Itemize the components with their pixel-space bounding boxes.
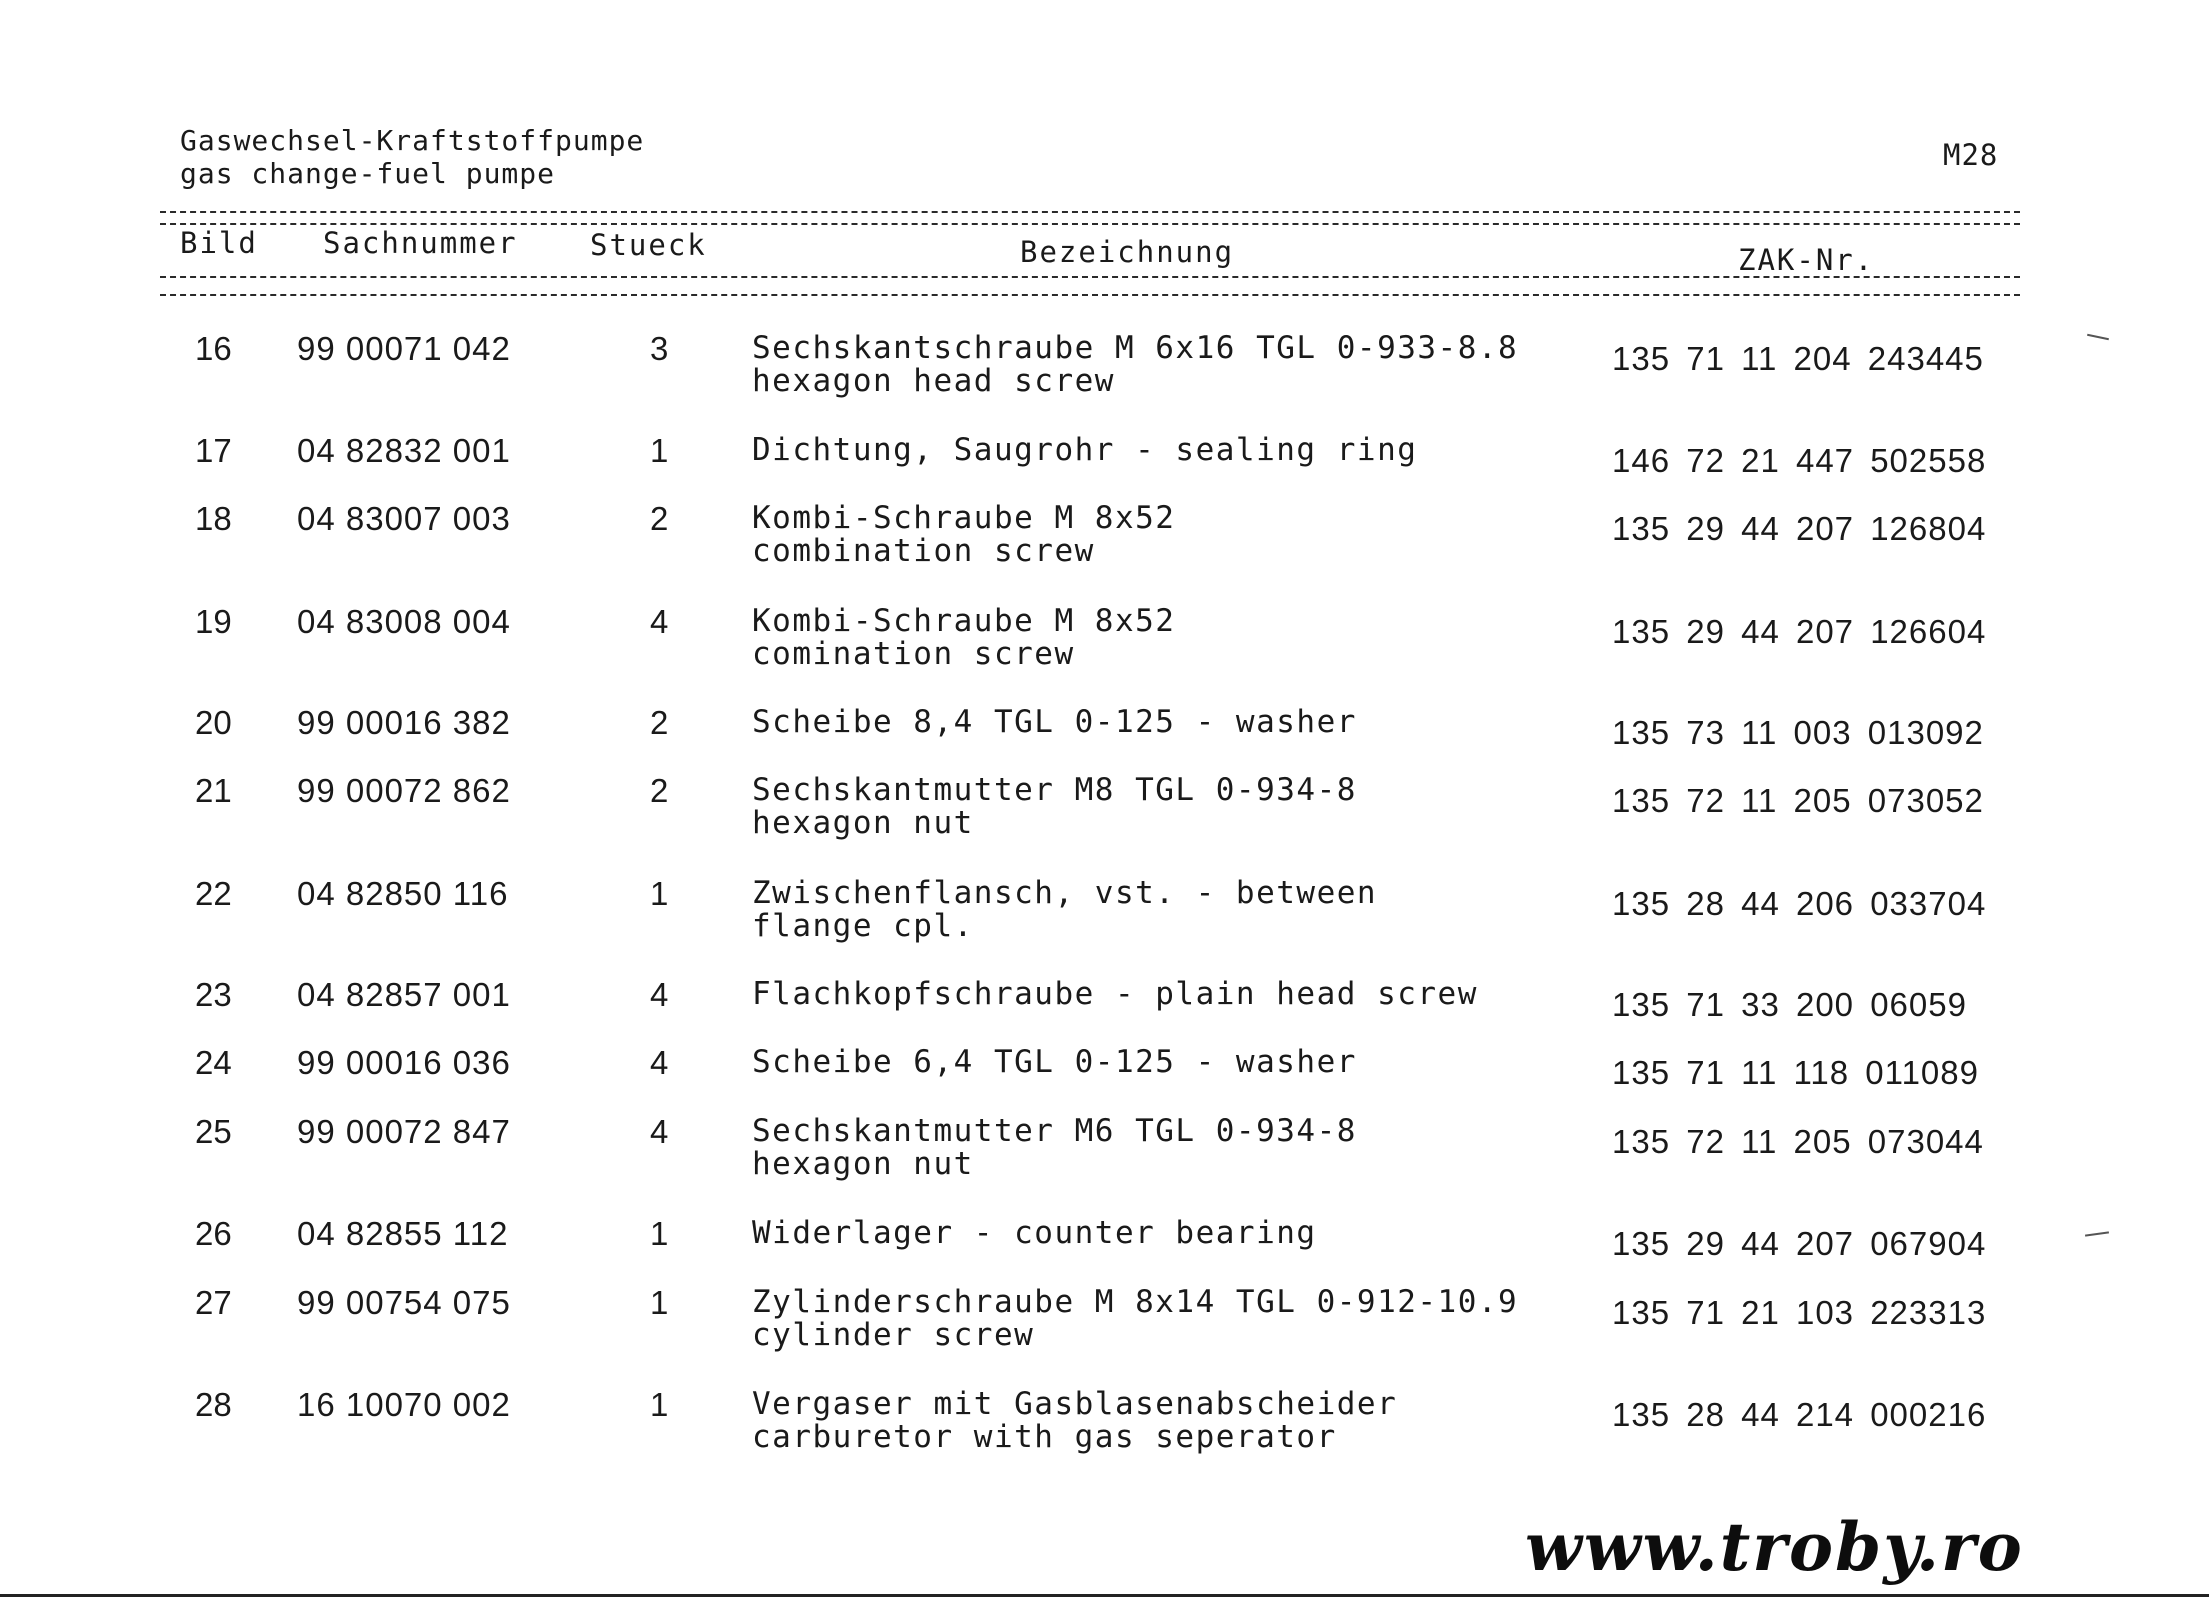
table-row [0,500,2209,570]
row-stueck: 2 [650,772,669,809]
row-bezeichnung-line1: Flachkopfschraube - plain head screw [752,976,1478,1012]
table-row [0,1215,2209,1285]
row-bezeichnung-line1: Scheibe 6,4 TGL 0-125 - washer [752,1044,1357,1080]
row-stueck: 4 [650,1044,669,1081]
row-bild: 16 [195,330,232,367]
header-top-rule [160,211,2020,213]
column-header-bild: Bild [180,226,258,260]
row-bezeichnung-line1: Scheibe 8,4 TGL 0-125 - washer [752,704,1357,740]
column-header-bezeichnung: Bezeichnung [1020,235,1235,269]
row-sachnummer: 04 82832 001 [297,432,511,469]
row-sachnummer: 99 00072 847 [297,1113,511,1150]
row-bezeichnung [752,1046,1357,1079]
row-bezeichnung-line1: Vergaser mit Gasblasenabscheider [752,1386,1398,1422]
row-zak-nr: 135 29 44 207 126804 [1612,510,1987,547]
row-bezeichnung-line1: Kombi-Schraube M 8x52 [752,603,1176,639]
row-bezeichnung-line1: Zwischenflansch, vst. - between [752,875,1378,911]
header-top-rule-2 [160,223,2020,225]
row-sachnummer: 04 82855 112 [297,1215,509,1252]
row-bezeichnung-line1: Sechskantmutter M6 TGL 0-934-8 [752,1113,1357,1149]
row-zak-nr: 135 71 11 204 243445 [1612,340,1984,377]
row-stueck: 4 [650,1113,669,1150]
row-stueck: 1 [650,1215,669,1252]
row-zak-nr: 135 71 21 103 223313 [1612,1294,1987,1331]
row-bezeichnung-line2: comination screw [752,636,1075,672]
row-bild: 23 [195,976,232,1013]
row-sachnummer: 04 83008 004 [297,603,511,640]
row-bild: 17 [195,432,232,469]
row-bezeichnung-line2: cylinder screw [752,1317,1035,1353]
row-zak-nr: 135 73 11 003 013092 [1612,714,1984,751]
row-zak-nr: 135 29 44 207 067904 [1612,1225,1987,1262]
row-zak-nr: 135 28 44 206 033704 [1612,885,1987,922]
row-sachnummer: 04 82857 001 [297,976,511,1013]
row-zak-nr: 135 71 33 200 06059 [1612,986,1967,1023]
row-bezeichnung-line1: Dichtung, Saugrohr - sealing ring [752,432,1418,468]
header-bottom-rule [160,276,2020,278]
row-bezeichnung-line1: Kombi-Schraube M 8x52 [752,500,1176,536]
row-bezeichnung-line2: combination screw [752,533,1095,569]
row-bezeichnung-line2: carburetor with gas seperator [752,1419,1337,1455]
row-bild: 20 [195,704,232,741]
row-bezeichnung [752,1388,1397,1454]
row-stueck: 4 [650,976,669,1013]
row-sachnummer: 99 00072 862 [297,772,511,809]
row-sachnummer: 99 00071 042 [297,330,511,367]
row-bezeichnung-line1: Zylinderschraube M 8x14 TGL 0-912-10.9 [752,1284,1519,1320]
column-header-zak: ZAK-Nr. [1738,243,1875,277]
row-bezeichnung-line2: hexagon nut [752,805,974,841]
row-bild: 26 [195,1215,232,1252]
row-bild: 24 [195,1044,232,1081]
column-header-sachnummer: Sachnummer [323,226,518,260]
table-row [0,603,2209,673]
row-sachnummer: 16 10070 002 [297,1386,511,1423]
row-bezeichnung [752,605,1175,671]
title-english: gas change-fuel pumpe [180,157,556,190]
header-bottom-rule-2 [160,294,2020,296]
table-row [0,976,2209,1046]
row-bezeichnung-line1: Sechskantschraube M 6x16 TGL 0-933-8.8 [752,330,1519,366]
row-bild: 19 [195,603,232,640]
row-stueck: 2 [650,704,669,741]
row-bezeichnung [752,706,1357,739]
watermark-logo: www.troby.ro [1525,1508,2024,1586]
document-title [180,124,644,190]
table-row [0,330,2209,400]
row-bezeichnung [752,774,1357,840]
page-bottom-edge [0,1594,2209,1597]
row-zak-nr: 146 72 21 447 502558 [1612,442,1987,479]
row-sachnummer: 04 82850 116 [297,875,509,912]
row-sachnummer: 99 00754 075 [297,1284,511,1321]
table-row [0,1386,2209,1456]
row-bezeichnung-line1: Widerlager - counter bearing [752,1215,1317,1251]
row-zak-nr: 135 72 11 205 073052 [1612,782,1984,819]
row-bezeichnung [752,1115,1357,1181]
row-sachnummer: 99 00016 036 [297,1044,511,1081]
table-row [0,1044,2209,1114]
row-zak-nr: 135 71 11 118 011089 [1612,1054,1979,1091]
page-code: M28 [1943,138,1999,172]
row-bild: 18 [195,500,232,537]
title-german: Gaswechsel-Kraftstoffpumpe [180,124,645,157]
row-zak-nr: 135 28 44 214 000216 [1612,1396,1987,1433]
row-bezeichnung [752,434,1417,467]
table-row [0,1284,2209,1354]
column-header-stueck: Stueck [590,228,707,262]
row-sachnummer: 99 00016 382 [297,704,511,741]
row-bezeichnung-line2: hexagon head screw [752,363,1115,399]
row-bezeichnung [752,332,1518,398]
row-stueck: 1 [650,875,669,912]
row-bezeichnung-line1: Sechskantmutter M8 TGL 0-934-8 [752,772,1357,808]
row-stueck: 2 [650,500,669,537]
row-bezeichnung [752,1286,1518,1352]
table-row [0,875,2209,945]
row-bezeichnung-line2: flange cpl. [752,908,974,944]
row-bezeichnung-line2: hexagon nut [752,1146,974,1182]
table-row [0,704,2209,774]
row-bezeichnung [752,502,1175,568]
row-stueck: 3 [650,330,669,367]
row-bezeichnung [752,978,1478,1011]
row-zak-nr: 135 29 44 207 126604 [1612,613,1987,650]
table-row [0,432,2209,502]
row-stueck: 1 [650,1284,669,1321]
row-bild: 21 [195,772,232,809]
table-row [0,1113,2209,1183]
row-bild: 27 [195,1284,232,1321]
row-bild: 28 [195,1386,232,1423]
row-bezeichnung [752,1217,1317,1250]
row-bild: 22 [195,875,232,912]
row-zak-nr: 135 72 11 205 073044 [1612,1123,1984,1160]
row-bezeichnung [752,877,1377,943]
row-bild: 25 [195,1113,232,1150]
table-row [0,772,2209,842]
row-stueck: 4 [650,603,669,640]
row-stueck: 1 [650,432,669,469]
row-sachnummer: 04 83007 003 [297,500,511,537]
row-stueck: 1 [650,1386,669,1423]
